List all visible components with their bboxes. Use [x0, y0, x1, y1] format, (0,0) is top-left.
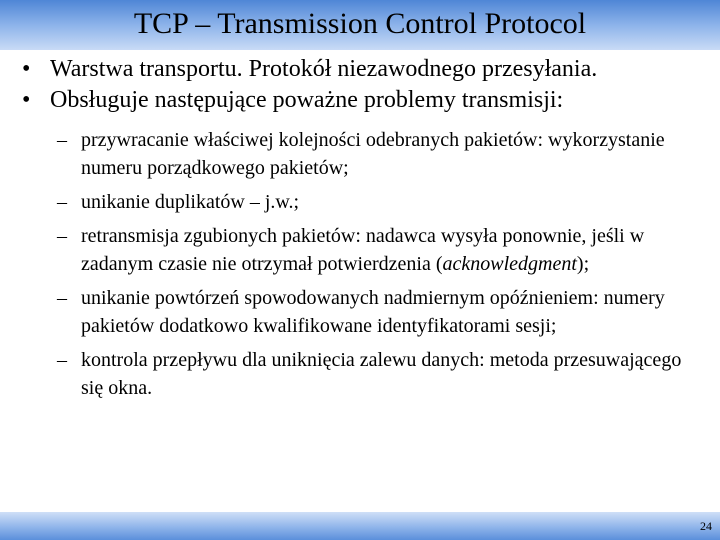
sub-item: [0, 188, 720, 216]
dash-mark: –: [57, 129, 67, 151]
sub-item-text: przywracanie właściwej kolejności odebranych pakietów: wykorzystanie numeru porządkowego pakietów;: [81, 129, 665, 179]
sub-item: [0, 346, 720, 402]
dash-mark: –: [57, 349, 67, 371]
sub-item-text: unikanie powtórzeń spowodowanych nadmiernym opóźnieniem: numery pakietów dodatkowo kwalifikowane identyfikatorami sesji;: [81, 287, 665, 337]
sub-item: [0, 222, 720, 278]
dash-mark: –: [57, 191, 67, 213]
sub-item-text-italic: acknowledgment: [442, 253, 577, 275]
sub-item-text: kontrola przepływu dla uniknięcia zalewu danych: metoda przesuwającego się okna.: [81, 349, 682, 399]
sub-list: [0, 126, 720, 402]
page-number: 24: [700, 519, 712, 533]
dash-mark: –: [57, 287, 67, 309]
bullet-mark: •: [22, 87, 31, 113]
title-bar: [0, 0, 720, 50]
dash-mark: –: [57, 225, 67, 247]
bullet-mark: •: [22, 56, 31, 82]
footer-bar: [0, 512, 720, 540]
bullet-item: [0, 85, 720, 116]
bullet-item: [0, 54, 720, 85]
bullet-text: Obsługuje następujące poważne problemy transmisji:: [50, 87, 564, 113]
bullet-text: Warstwa transportu. Protokół niezawodnego przesyłania.: [50, 56, 598, 82]
slide-content: [0, 54, 720, 408]
slide-title: TCP – Transmission Control Protocol: [133, 7, 587, 40]
sub-item-text-after: );: [576, 253, 590, 275]
sub-item: [0, 126, 720, 182]
sub-item-text: unikanie duplikatów – j.w.;: [81, 191, 300, 213]
sub-item-text-before: retransmisja zgubionych pakietów: nadawca wysyła ponownie, jeśli w zadanym czasie nie otrzymał potwierdzenia (: [81, 225, 645, 275]
sub-item: [0, 284, 720, 340]
